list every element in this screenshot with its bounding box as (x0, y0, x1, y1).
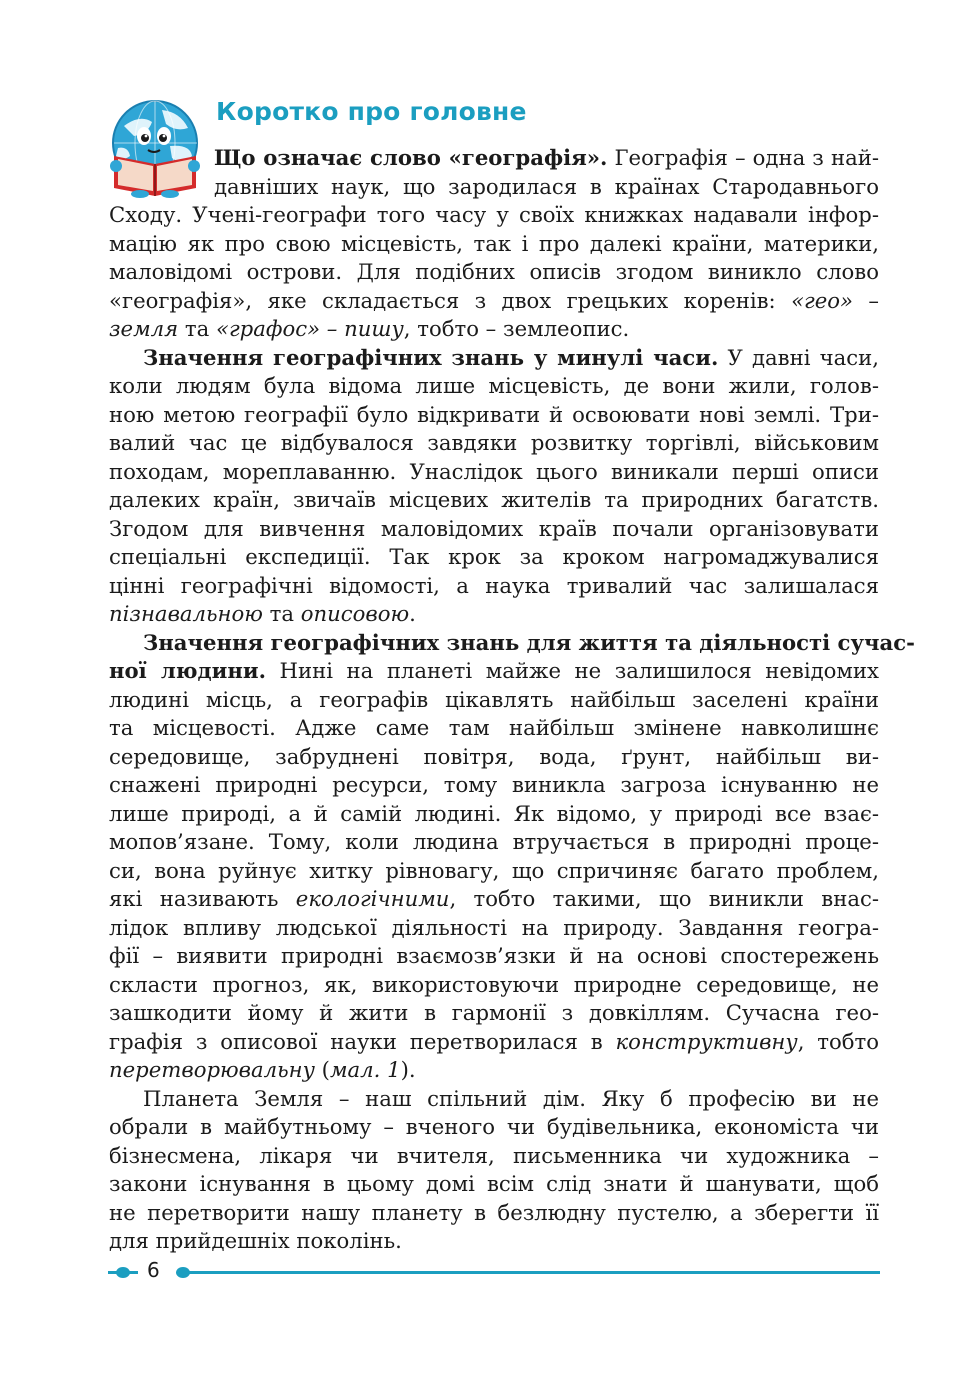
footer-dot-left (116, 1267, 130, 1278)
text-line: пізнавальною та описовою. (109, 601, 416, 626)
text-line: закони існування в цьому домі всім слід знати й шанувати, щоб (109, 1171, 879, 1196)
text-line: маловідомі острови. Для подібних описів згодом виникло слово (109, 259, 879, 284)
text-line: та місцевості. Адже саме там найбільш змінене навколишнє (109, 715, 879, 740)
text-line: не перетворити нашу планету в безлюдну пустелю, а зберегти її (109, 1199, 879, 1225)
text-line: снажені природні ресурси, тому виникла загроза існуванню не (109, 772, 879, 797)
text-line: людині місць, а географів цікавлять найбільш заселені країни (109, 686, 879, 712)
text-line: скласти прогноз, як, використовуючи природне середовище, не (109, 971, 879, 997)
text-line: середовище, забруднені повітря, вода, ґрунт, найбільш ви- (109, 743, 879, 769)
text-line: давніших наук, що зародилася в країнах Стародавнього (214, 173, 879, 199)
text-line: Згодом для вивчення маловідомих країв почали організовувати (109, 515, 879, 541)
text-line: мопов’язане. Тому, коли людина втручається в природні проце- (109, 829, 879, 854)
page-number: 6 (147, 1258, 160, 1282)
text-line: мацію як про свою місцевість, так і про далекі країни, материки, (109, 230, 879, 256)
text-line: Значення географічних знань для життя та діяльності сучас- (143, 629, 915, 655)
text-line: лідок впливу людської діяльності на природу. Завдання геогра- (109, 914, 879, 940)
text-line: Сходу. Учені-географи того часу у своїх книжках надавали інфор- (109, 202, 879, 227)
text-line: ної людини. Нині на планеті майже не залишилося невідомих (109, 658, 879, 683)
text-line: фії – виявити природні взаємозв’язки й на основі спостережень (109, 943, 879, 968)
text-line: ною метою географії було відкривати й освоювати нові землі. Три- (109, 401, 879, 427)
text-line: спеціальні експедиції. Так крок за кроком нагромаджувалися (109, 544, 879, 569)
text-line: далеких країн, звичаїв місцевих жителів та природних багатств. (109, 487, 879, 512)
text-line: походам, мореплаванню. Унаслідок цього виникали перші описи (109, 458, 879, 484)
text-line: валий час це відбувалося завдяки розвитку торгівлі, військовим (109, 430, 879, 455)
section-heading: Коротко про головне (216, 97, 527, 126)
text-line: «географія», яке складається з двох грецьких коренів: «гео» – (109, 287, 879, 313)
text-line: Планета Земля – наш спільний дім. Яку б професію ви не (143, 1085, 879, 1111)
text-line: для прийдешніх поколінь. (109, 1228, 402, 1253)
text-line: обрали в майбутньому – вченого чи будівельника, економіста чи (109, 1114, 879, 1139)
text-line: земля та «графос» – пишу, тобто – землеопис. (109, 316, 630, 341)
text-line: си, вона руйнує хитку рівновагу, що спричиняє багато проблем, (109, 857, 879, 883)
text-line: цінні географічні відомості, а наука тривалий час залишалася (109, 572, 879, 598)
text-line: коли людям була відома лише місцевість, де вони жили, голов- (109, 373, 879, 398)
text-line: графія з описової науки перетворилася в конструктивну, тобто (109, 1028, 879, 1054)
text-line: Що означає слово «географія». Географія – одна з най- (214, 145, 879, 170)
footer-rule (186, 1271, 880, 1274)
text-line: зашкодити йому й жити в гармонії з довкіллям. Сучасна гео- (109, 1000, 879, 1025)
text-line: лише природі, а й самій людині. Як відомо, у природі все взає- (109, 800, 879, 826)
text-line: перетворювальну (мал. 1). (109, 1057, 416, 1082)
globe-reading-book-icon (100, 96, 212, 198)
text-line: Значення географічних знань у минулі часи. У давні часи, (143, 344, 879, 370)
text-line: бізнесмена, лікаря чи вчителя, письменника чи художника – (109, 1142, 879, 1168)
text-line: які називають екологічними, тобто такими, що виникли внас- (109, 886, 879, 911)
